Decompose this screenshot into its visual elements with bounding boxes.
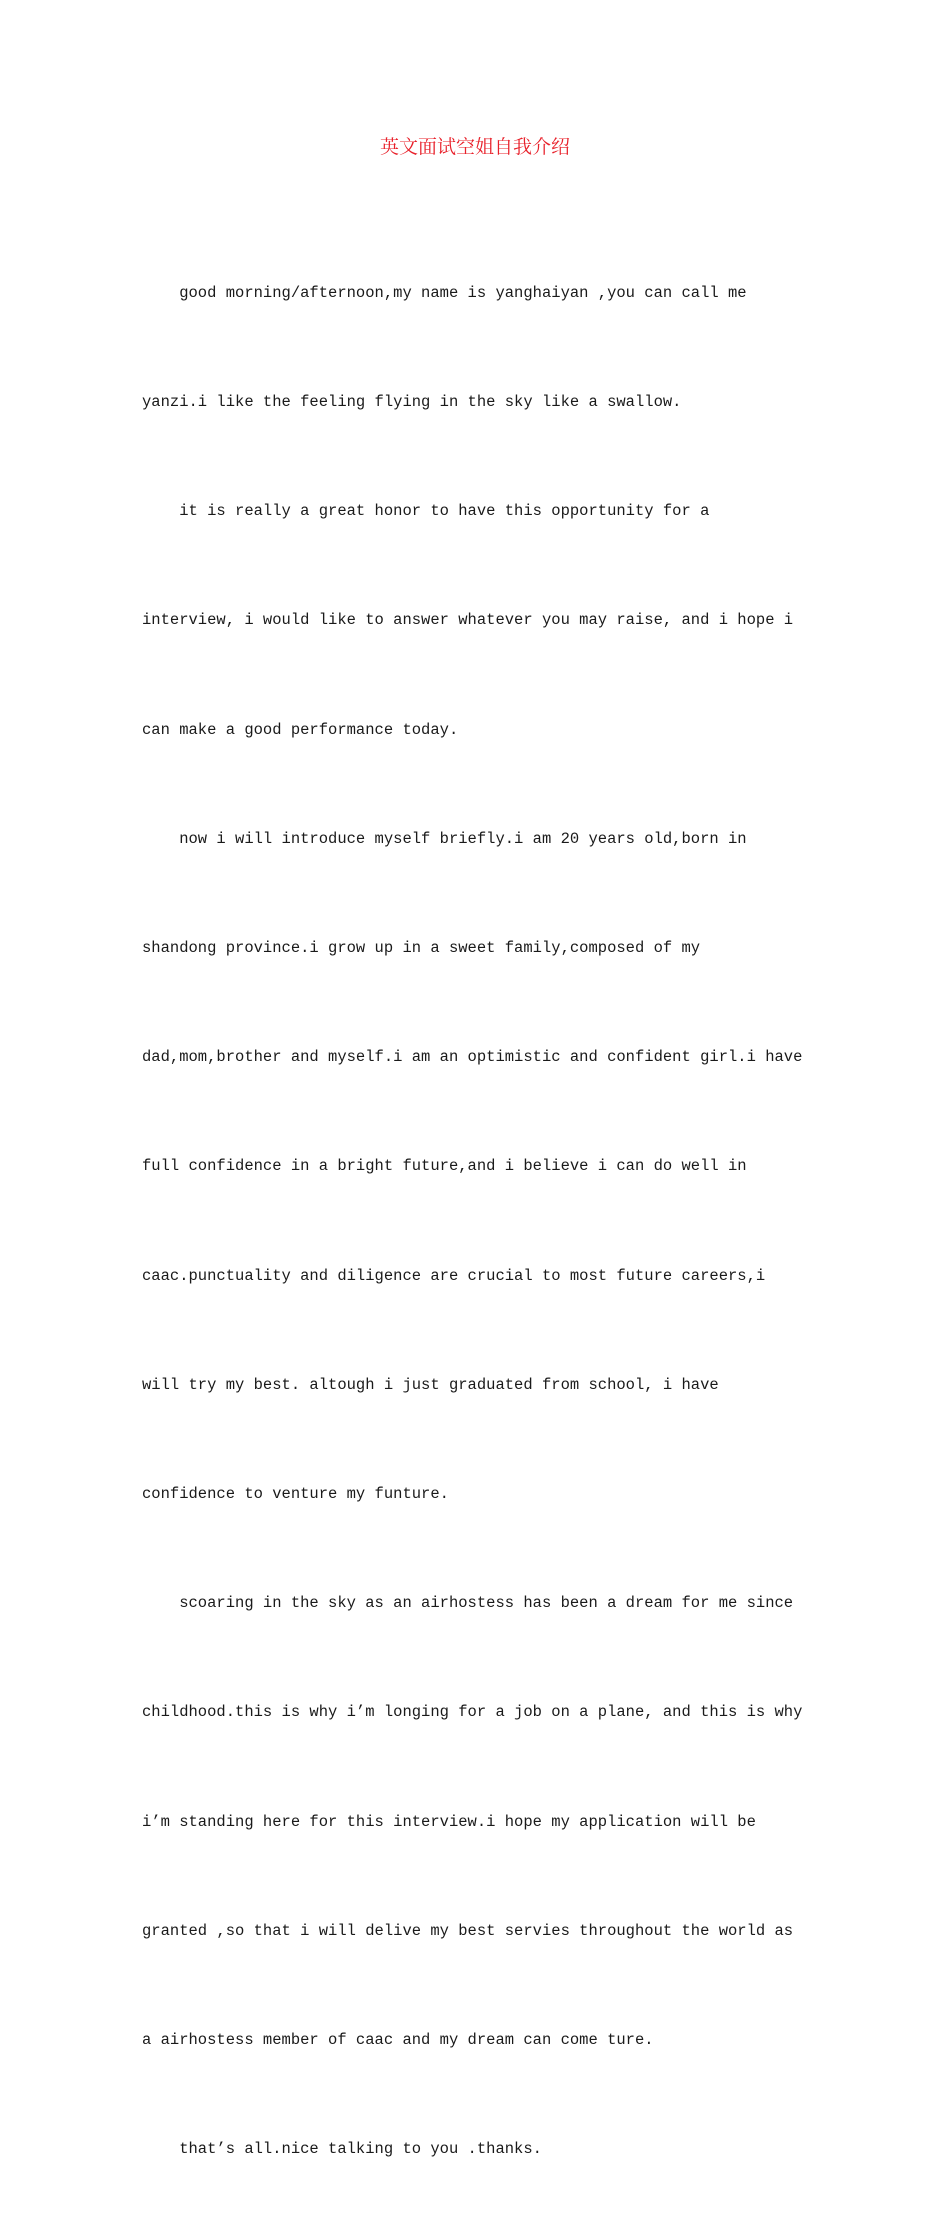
body-line: dad,mom,brother and myself.i am an optimistic and confident girl.i have — [142, 1048, 803, 1067]
body-line: interview, i would like to answer whatever you may raise, and i hope i — [142, 611, 794, 630]
body-line: granted ,so that i will delive my best servies throughout the world as — [142, 1921, 794, 1940]
body-line: that’s all.nice talking to you .thanks. — [142, 2140, 542, 2159]
body-line: caac.punctuality and diligence are crucial to most future careers,i — [142, 1266, 766, 1285]
body-line: it is really a great honor to have this opportunity for a — [142, 502, 710, 521]
document-body — [142, 202, 812, 2240]
body-line: shandong province.i grow up in a sweet family,composed of my — [142, 939, 701, 958]
body-line: will try my best. altough i just graduated from school, i have — [142, 1375, 719, 1394]
body-line: childhood.this is why i’m longing for a job on a plane, and this is why — [142, 1703, 803, 1722]
body-line: good morning/afternoon,my name is yanghaiyan ,you can call me — [142, 283, 747, 302]
body-line: i’m standing here for this interview.i hope my application will be — [142, 1812, 756, 1831]
body-line: a airhostess member of caac and my dream can come ture. — [142, 2031, 654, 2050]
body-line: yanzi.i like the feeling flying in the sky like a swallow. — [142, 393, 682, 412]
document-title: 英文面试空姐自我介绍 — [379, 136, 570, 158]
body-line: can make a good performance today. — [142, 720, 459, 739]
body-line: scoaring in the sky as an airhostess has been a dream for me since — [142, 1594, 794, 1613]
body-line: now i will introduce myself briefly.i am 20 years old,born in — [142, 829, 747, 848]
body-line: confidence to venture my funture. — [142, 1485, 449, 1504]
body-line: full confidence in a bright future,and i believe i can do well in — [142, 1157, 747, 1176]
